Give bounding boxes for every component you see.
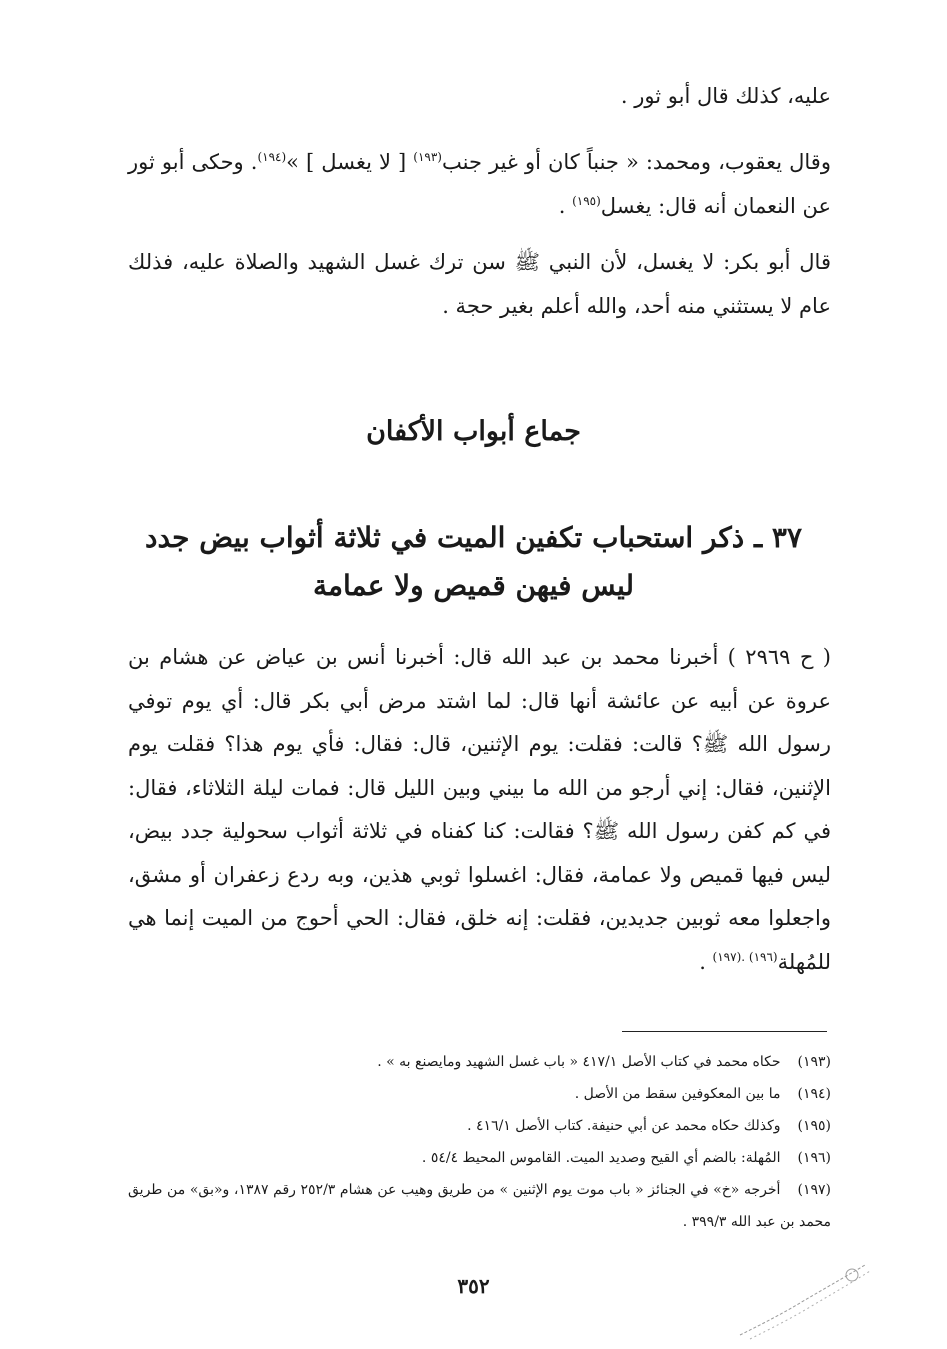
hadith-paragraph: [128, 636, 831, 984]
footnote-197: [128, 1174, 831, 1238]
footnote-text: أخرجه «خ» في الجنائز « باب موت يوم الإثنين » من طريق وهيب عن هشام ٢٥٢/٣ رقم ١٣٨٧، و«بق» من طريق محمد بن عبد الله ٣٩٩/٣ .: [128, 1182, 831, 1230]
paragraph-2-part-b: [ لا يغسل ] »: [286, 150, 414, 174]
footnote-text: حكاه محمد في كتاب الأصل ٤١٧/١ « باب غسل الشهيد ومايصنع به » .: [377, 1054, 781, 1070]
hadith-end: .: [699, 949, 713, 974]
footnote-text: ما بين المعكوفين سقط من الأصل .: [574, 1086, 781, 1102]
hadith-text: ( ح ٢٩٦٩ ) أخبرنا محمد بن عبد الله قال: أخبرنا أنس بن عياض عن هشام بن عروة عن أبيه عن عائشة أنها قال: لما اشتد مرض أبي بكر قال: أي يوم توفي رسول الله ﷺ؟ قالت: فقلت: يوم الإثنين، قال: فقال: فأي يوم هذا؟ فقلت يوم الإثنين، فقال: إني أرجو من الله ما بيني وبين الليل قال: فمات ليلة الثلاثاء، فقال: في كم كفن رسول الله ﷺ؟ فقالت: كنا كفناه في ثلاثة أثواب سحولية جدد بيض، ليس فيها قميص ولا عمامة، فقال: اغسلوا ثوبي هذين، وبه ردع زعفران أو مشق، واجعلوا معه ثوبين جديدين، فقلت: إنه خلق، فقال: الحي أحوج من الميت إنما هي للمُهلة: [128, 645, 831, 974]
paragraph-3: [128, 240, 831, 328]
footnote-ref-195: (١٩٥): [572, 194, 601, 208]
paragraph-1: [128, 74, 831, 118]
footnote-ref-193: (١٩٣): [413, 150, 442, 164]
footnote-193: [128, 1046, 831, 1078]
chapter-title-line-1: ٣٧ ـ ذكر استحباب تكفين الميت في ثلاثة أثواب بيض جدد: [145, 521, 802, 554]
footnote-number: (١٩٦): [797, 1150, 831, 1166]
footnote-text: وكذلك حكاه محمد عن أبي حنيفة. كتاب الأصل ٤١٦/١ .: [467, 1118, 781, 1134]
footnote-number: (١٩٤): [797, 1086, 831, 1102]
footnote-number: (١٩٥): [797, 1118, 831, 1134]
footnote-ref-197: .(١٩٧): [712, 949, 749, 964]
chapter-title-line-2: ليس فيهن قميص ولا عمامة: [313, 569, 634, 602]
footnote-ref-196: (١٩٦): [748, 949, 778, 964]
footnote-text: المُهلة: بالضم أي القيح وصديد الميت. القاموس المحيط ٥٤/٤ .: [421, 1150, 781, 1166]
paragraph-2-part-a: وقال يعقوب، ومحمد: « جنباً كان أو غير جنب: [441, 150, 831, 174]
footnote-196: [128, 1142, 831, 1174]
footnote-number: (١٩٣): [797, 1054, 831, 1070]
footnote-194: [128, 1078, 831, 1110]
footnote-number: (١٩٧): [797, 1182, 832, 1198]
handwritten-signature: [730, 1255, 880, 1345]
paragraph-2-part-c: . وحكى أبو ثور عن النعمان أنه قال: يغسل: [128, 150, 831, 218]
footnote-divider: [622, 1031, 827, 1032]
footnotes: [128, 1046, 831, 1238]
paragraph-1-text: عليه، كذلك قال أبو ثور .: [620, 84, 831, 108]
footnote-ref-194: (١٩٤): [257, 150, 287, 164]
page-number: ٣٥٢: [457, 1274, 490, 1298]
footnote-195: [128, 1110, 831, 1142]
paragraph-2: [128, 140, 831, 228]
paragraph-3-text: قال أبو بكر: لا يغسل، لأن النبي ﷺ سن ترك غسل الشهيد والصلاة عليه، فذلك عام لا يستثني منه أحد، والله أعلم بغير حجة .: [128, 250, 831, 318]
chapter-title: [100, 514, 847, 610]
paragraph-2-part-d: .: [558, 194, 573, 218]
section-title: جماع أبواب الأكفان: [366, 416, 581, 447]
